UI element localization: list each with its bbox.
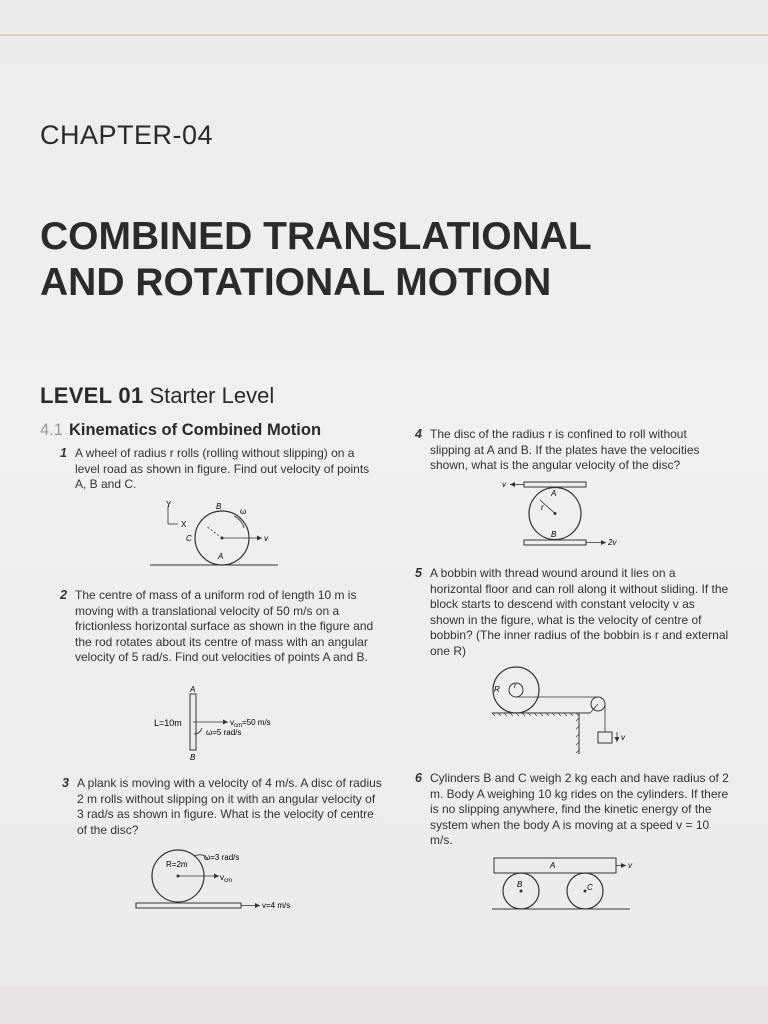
top-plate-velocity: v — [502, 480, 506, 489]
body-a-label: A — [550, 861, 556, 870]
point-b-label: B — [216, 502, 222, 511]
question-2 — [60, 588, 380, 666]
velocity-label: v — [628, 861, 632, 870]
question-4 — [415, 427, 730, 474]
question-number: 6 — [415, 771, 422, 785]
rod-length-label: L=10m — [154, 718, 182, 728]
question-text: The centre of mass of a uniform rod of length 10 m is moving with a translational velocity of 50 m/s on a frictionless horizontal surface as shown in the figure and the rod rotates about its centre of mass with an angular velocity of 5 rad/s. Find out velocities of points A and B. — [75, 588, 374, 664]
figure-rotating-rod — [150, 684, 280, 764]
section-name: Kinematics of Combined Motion — [68, 421, 322, 439]
level-label: LEVEL 01 — [40, 383, 144, 408]
figure-rolling-wheel — [150, 500, 280, 568]
question-1 — [60, 446, 375, 493]
vcm-label: $v_{cm}$ — [220, 873, 232, 884]
omega-label: ω — [240, 507, 247, 516]
question-3 — [62, 776, 382, 838]
chapter-title — [40, 214, 720, 306]
cylinder-c-label: C — [587, 883, 593, 892]
y-axis-label: Y — [166, 500, 172, 509]
point-a-label: A — [218, 552, 224, 561]
figure-bobbin-pulley — [490, 664, 640, 759]
section-number: 4.1 — [40, 421, 63, 439]
inner-radius-label: r — [514, 683, 517, 690]
omega-label: ω=5 rad/s — [206, 728, 242, 737]
section-heading — [40, 421, 321, 440]
question-number: 4 — [415, 427, 422, 441]
radius-label: R=2m — [166, 860, 188, 869]
question-text: A bobbin with thread wound around it lies on a horizontal floor and can roll along it without sliding. If the block starts to descend with constant velocity v as shown in the figure, what is the velocity of centre of bobbin? (The inner radius of the bobbin is r and external one R) — [430, 566, 729, 658]
cylinder-b-label: B — [517, 880, 523, 889]
question-6 — [415, 771, 730, 849]
chapter-title-line-2: AND ROTATIONAL MOTION — [40, 261, 552, 304]
question-text: A plank is moving with a velocity of 4 m/s. A disc of radius 2 m rolls without slipping on it with an angular velocity of 3 rad/s as shown in figure. What is the velocity of centre of the disc? — [77, 776, 382, 837]
question-number: 1 — [60, 446, 67, 460]
point-c-label: C — [186, 534, 192, 543]
level-subtitle: Starter Level — [149, 383, 275, 408]
chapter-title-line-1: COMBINED TRANSLATIONAL — [40, 215, 592, 258]
figure-disc-between-plates — [498, 478, 628, 550]
question-number: 5 — [415, 566, 422, 580]
point-a-label: A — [190, 685, 196, 694]
level-heading — [40, 383, 274, 409]
page-top-edge — [0, 34, 768, 36]
question-number: 2 — [60, 588, 67, 602]
question-text: A wheel of radius r rolls (rolling without slipping) on a level road as shown in figure. Find out velocity of points A, B and C. — [75, 446, 370, 491]
outer-radius-label: R — [494, 685, 500, 694]
block-velocity-label: v — [621, 733, 625, 742]
velocity-label: v — [264, 534, 268, 543]
question-number: 3 — [62, 776, 69, 790]
point-b-label: B — [190, 753, 196, 762]
point-b-label: B — [551, 530, 557, 539]
page-bottom-margin — [0, 986, 768, 1024]
question-text: The disc of the radius r is confined to roll without slipping at A and B. If the plates have the velocities shown, what is the angular velocity of the disc? — [430, 427, 700, 472]
x-axis-label: X — [181, 520, 187, 529]
plank-velocity-label: v=4 m/s — [262, 901, 291, 910]
point-a-label: A — [551, 489, 557, 498]
radius-label: r — [541, 503, 544, 512]
question-text: Cylinders B and C weigh 2 kg each and have radius of 2 m. Body A weighing 10 kg rides on the cylinders. If there is no slipping anywhere, find the kinetic energy of the system when the body A is moving at a speed v = 10 m/s. — [430, 771, 729, 847]
omega-label: ω=3 rad/s — [204, 853, 240, 862]
question-5 — [415, 566, 730, 659]
figure-disc-on-plank — [134, 846, 314, 912]
figure-body-on-cylinders — [490, 854, 640, 916]
chapter-label: CHAPTER-04 — [40, 120, 214, 150]
bottom-plate-velocity: 2v — [608, 538, 617, 547]
vcm-label: $v_{cm}=50$ m/s — [230, 718, 271, 729]
